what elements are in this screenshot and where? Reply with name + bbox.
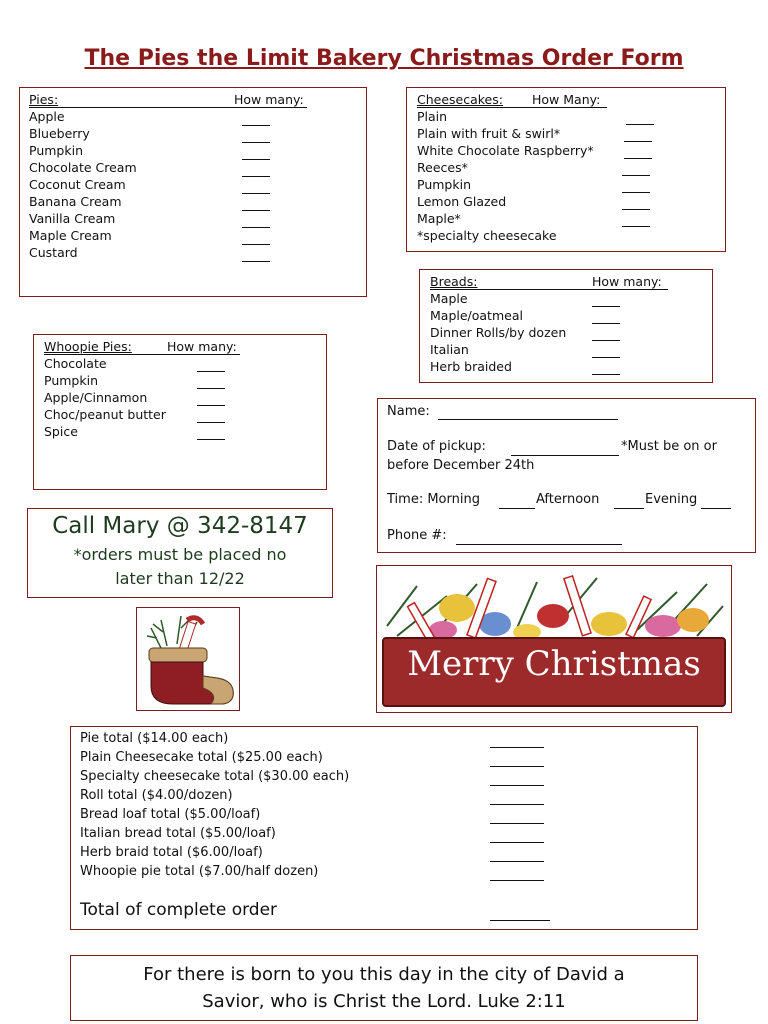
list-item: Coconut Cream (29, 177, 126, 192)
quantity-blank[interactable] (622, 226, 650, 227)
total-blank[interactable] (490, 785, 544, 786)
cheesecakes-qty-header: How Many: (532, 92, 601, 107)
breads-section (419, 269, 713, 383)
order-deadline-line-2: later than 12/22 (115, 569, 245, 588)
list-item: Apple (29, 109, 65, 124)
cheesecakes-section (406, 87, 726, 252)
pies-qty-header: How many: (234, 92, 304, 107)
quantity-blank[interactable] (622, 192, 650, 193)
pickup-date-field[interactable] (511, 455, 619, 456)
quantity-blank[interactable] (242, 227, 270, 228)
list-item: Italian (430, 342, 469, 357)
list-item: Maple (430, 291, 468, 306)
phone-field[interactable] (456, 544, 622, 545)
order-deadline-line-1: *orders must be placed no (73, 545, 287, 564)
list-item: Spice (44, 424, 78, 439)
verse-line-1: For there is born to you this day in the city of David a (143, 964, 625, 985)
total-line: Roll total ($4.00/dozen) (80, 788, 233, 803)
quantity-blank[interactable] (242, 193, 270, 194)
list-item: Pumpkin (417, 177, 471, 192)
quantity-blank[interactable] (197, 388, 225, 389)
list-item: Maple Cream (29, 228, 112, 243)
whoopie-header-rule (44, 354, 240, 355)
total-blank[interactable] (490, 766, 544, 767)
merry-christmas-banner (376, 565, 732, 713)
quantity-blank[interactable] (626, 124, 654, 125)
breads-header: Breads: (430, 274, 478, 289)
contact-phone: Call Mary @ 342-8147 (52, 513, 308, 539)
time-evening-label: Evening (645, 492, 698, 507)
pickup-date-note-2: before December 24th (387, 458, 535, 473)
contact-section (27, 508, 333, 598)
quantity-blank[interactable] (592, 374, 620, 375)
list-item: Dinner Rolls/by dozen (430, 325, 567, 340)
quantity-blank[interactable] (197, 371, 225, 372)
list-item: Lemon Glazed (417, 194, 507, 209)
list-item: Pumpkin (29, 143, 83, 158)
quantity-blank[interactable] (242, 125, 270, 126)
quantity-blank[interactable] (242, 261, 270, 262)
holiday-decoration-icon (377, 566, 731, 712)
quantity-blank[interactable] (197, 405, 225, 406)
pies-header-rule (29, 107, 307, 108)
list-item: Maple/oatmeal (430, 308, 523, 323)
total-blank[interactable] (490, 747, 544, 748)
total-line: Specialty cheesecake total ($30.00 each) (80, 769, 350, 784)
time-morning-field[interactable] (499, 508, 535, 509)
whoopie-qty-header: How many: (167, 339, 237, 354)
list-item: Maple* (417, 211, 461, 226)
totals-section (70, 726, 698, 930)
pickup-date-label: Date of pickup: (387, 439, 486, 454)
list-item: Banana Cream (29, 194, 122, 209)
list-item: Pumpkin (44, 373, 98, 388)
quantity-blank[interactable] (242, 210, 270, 211)
quantity-blank[interactable] (242, 176, 270, 177)
total-blank[interactable] (490, 823, 544, 824)
list-item: Custard (29, 245, 78, 260)
banner-text: Merry Christmas (407, 644, 701, 684)
name-field[interactable] (438, 419, 618, 420)
total-blank[interactable] (490, 804, 544, 805)
quantity-blank[interactable] (624, 158, 652, 159)
grand-total-blank[interactable] (490, 920, 550, 921)
list-item: *specialty cheesecake (417, 228, 557, 243)
list-item: Plain with fruit & swirl* (417, 126, 561, 141)
quantity-blank[interactable] (592, 306, 620, 307)
page-title: The Pies the Limit Bakery Christmas Order Form (84, 46, 684, 71)
list-item: Choc/peanut butter (44, 407, 166, 422)
list-item: Herb braided (430, 359, 512, 374)
phone-label: Phone #: (387, 528, 447, 543)
quantity-blank[interactable] (242, 142, 270, 143)
quantity-blank[interactable] (197, 422, 225, 423)
quantity-blank[interactable] (622, 209, 650, 210)
whoopie-pies-section (33, 334, 327, 490)
list-item: Vanilla Cream (29, 211, 116, 226)
whoopie-header: Whoopie Pies: (44, 339, 132, 354)
list-item: White Chocolate Raspberry* (417, 143, 594, 158)
list-item: Blueberry (29, 126, 90, 141)
list-item: Chocolate (44, 356, 107, 371)
quantity-blank[interactable] (592, 323, 620, 324)
pickup-date-note: *Must be on or (621, 439, 717, 454)
time-evening-field[interactable] (701, 508, 731, 509)
list-item: Chocolate Cream (29, 160, 137, 175)
quantity-blank[interactable] (592, 357, 620, 358)
stocking-icon (137, 608, 239, 710)
list-item: Reeces* (417, 160, 468, 175)
total-line: Plain Cheesecake total ($25.00 each) (80, 750, 323, 765)
scripture-verse-section (70, 955, 698, 1021)
breads-qty-header: How many: (592, 274, 662, 289)
quantity-blank[interactable] (624, 141, 652, 142)
list-item: Apple/Cinnamon (44, 390, 148, 405)
cheesecakes-header-rule (417, 107, 607, 108)
pies-section (19, 87, 367, 297)
total-line: Bread loaf total ($5.00/loaf) (80, 807, 261, 822)
quantity-blank[interactable] (242, 159, 270, 160)
list-item: Plain (417, 109, 448, 124)
time-afternoon-field[interactable] (614, 508, 644, 509)
pies-header: Pies: (29, 92, 59, 107)
total-line: Pie total ($14.00 each) (80, 731, 229, 746)
customer-info-section (377, 398, 756, 553)
quantity-blank[interactable] (622, 175, 650, 176)
total-blank[interactable] (490, 880, 544, 881)
total-line: Whoopie pie total ($7.00/half dozen) (80, 864, 319, 879)
name-label: Name: (387, 404, 430, 419)
breads-header-rule (430, 289, 668, 290)
time-morning-label: Time: Morning (387, 492, 480, 507)
total-line: Italian bread total ($5.00/loaf) (80, 826, 276, 841)
time-afternoon-label: Afternoon (536, 492, 600, 507)
total-line: Herb braid total ($6.00/loaf) (80, 845, 263, 860)
cheesecakes-header: Cheesecakes: (417, 92, 503, 107)
verse-line-2: Savior, who is Christ the Lord. Luke 2:11 (202, 991, 566, 1012)
total-blank[interactable] (490, 842, 544, 843)
quantity-blank[interactable] (242, 244, 270, 245)
quantity-blank[interactable] (592, 340, 620, 341)
total-blank[interactable] (490, 861, 544, 862)
stocking-image (136, 607, 240, 711)
grand-total-label: Total of complete order (80, 900, 278, 920)
quantity-blank[interactable] (197, 439, 225, 440)
